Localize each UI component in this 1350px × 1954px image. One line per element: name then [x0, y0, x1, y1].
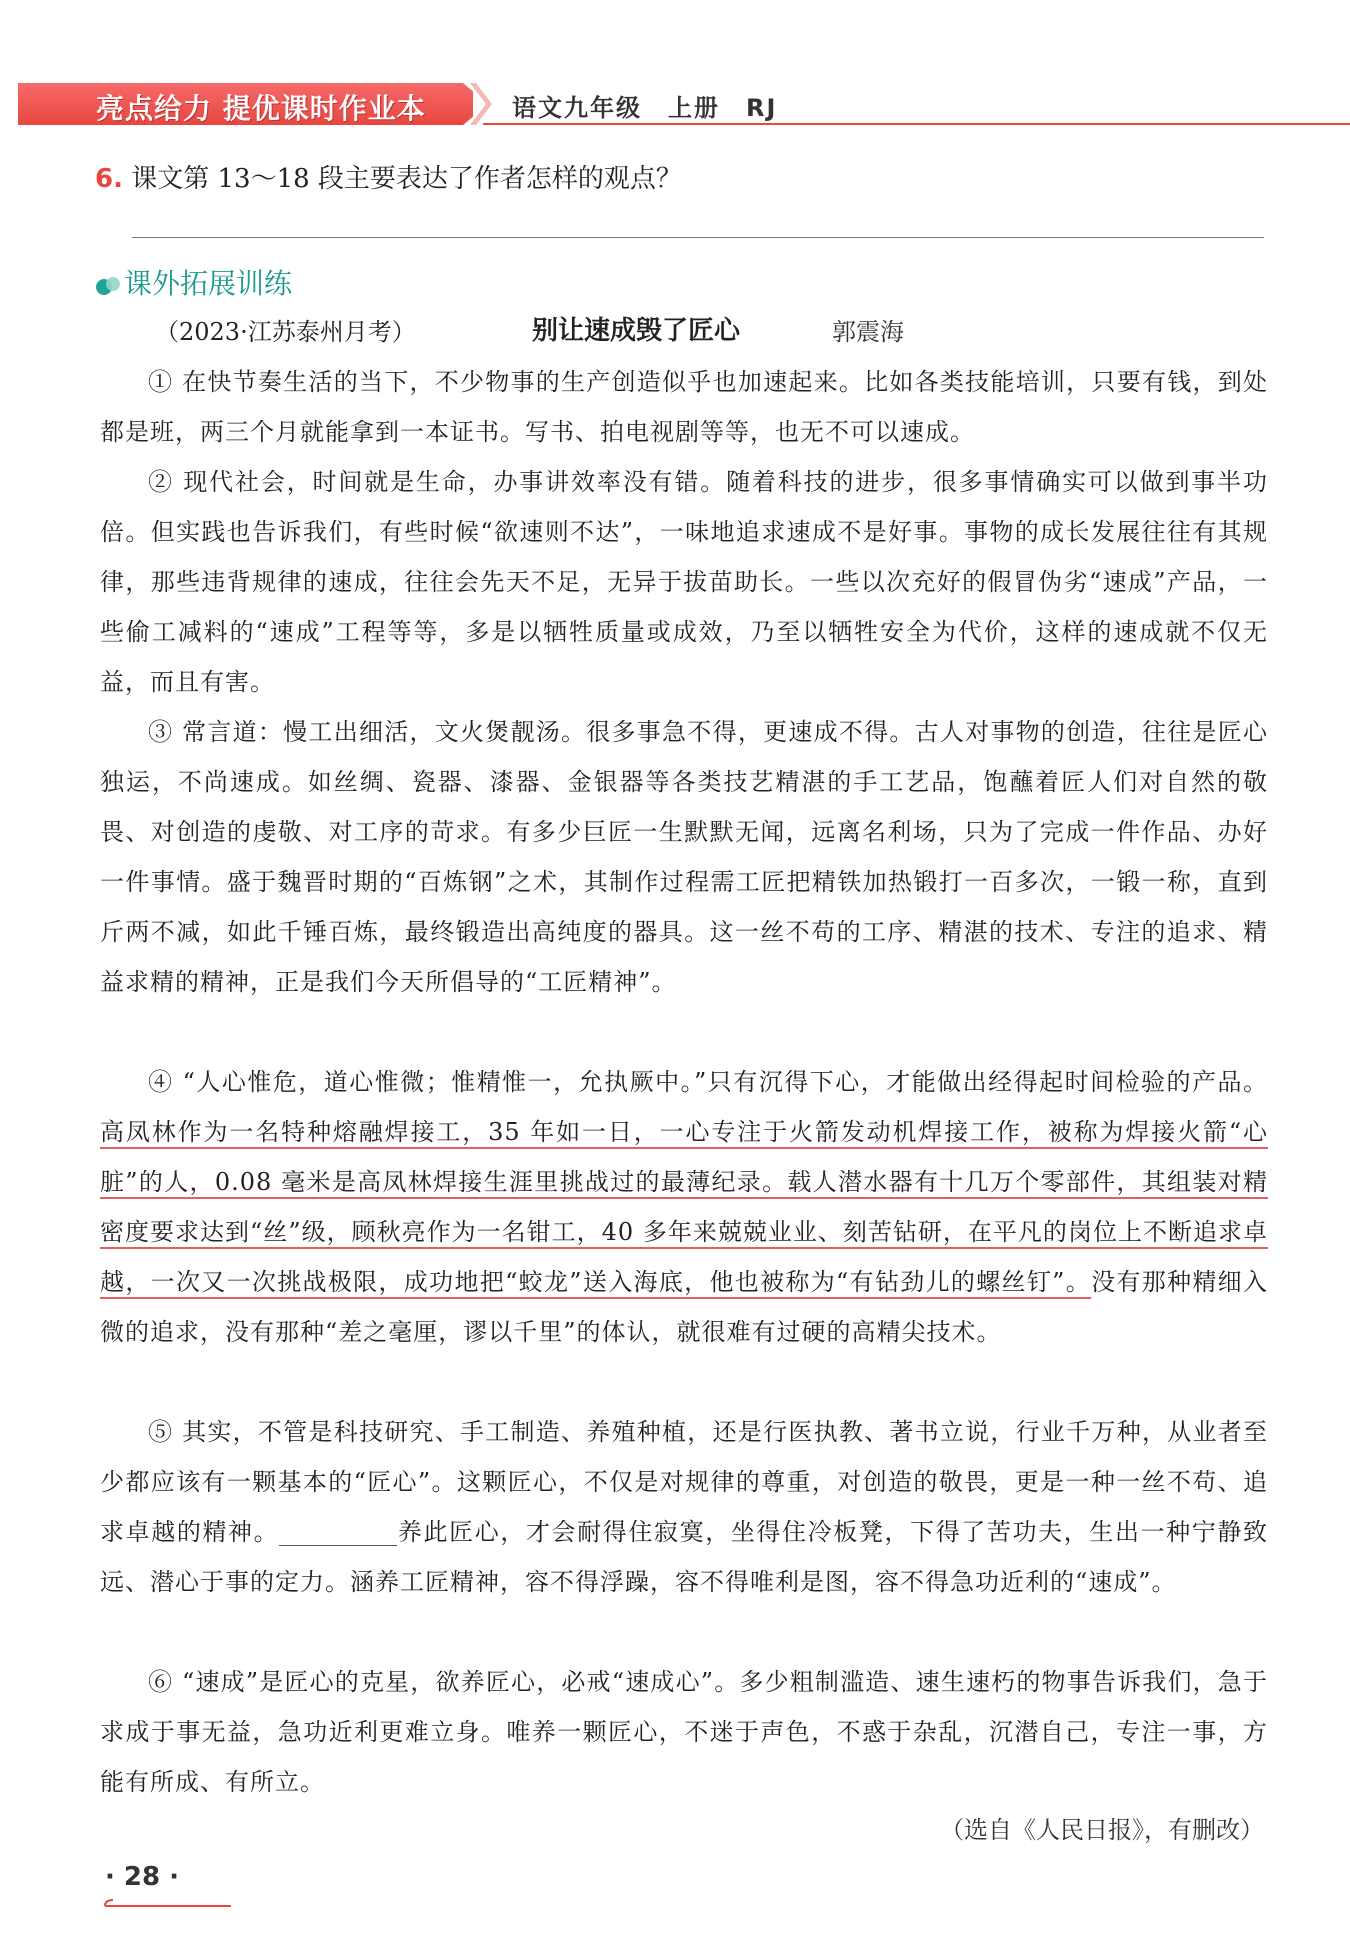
leaf-icon	[96, 275, 122, 295]
section-title-text: 课外拓展训练	[124, 267, 293, 300]
paragraph-4	[100, 1057, 1268, 1357]
article-source: （2023·江苏泰州月考）	[155, 318, 416, 346]
page-header	[18, 83, 1336, 125]
paragraph-2: ② 现代社会，时间就是生命，办事讲效率没有错。随着科技的进步，很多事情确实可以做到事半功倍。但实践也告诉我们，有些时候“欲速则不达”，一味地追求速成不是好事。事物的成长发展往往有其规律，那些违背规律的速成，往往会先天不足，无异于拔苗助长。一些以次充好的假冒伪劣“速成”产品，一些偷工减料的“速成”工程等等，多是以牺牲质量或成效，乃至以牺牲安全为代价，这样的速成就不仅无益，而且有害。	[100, 468, 1268, 696]
article-author: 郭震海	[832, 318, 904, 346]
article-title: 别让速成毁了匠心	[532, 316, 741, 346]
question-text: 课文第 13～18 段主要表达了作者怎样的观点？	[131, 164, 682, 194]
paragraph-5	[100, 1407, 1268, 1607]
paragraph-4-lead: ④ “人心惟危，道心惟微；惟精惟一，允执厥中。”只有沉得下心，才能做出经得起时间检验的产品。	[148, 1068, 1268, 1096]
page-number: · 28 ·	[105, 1862, 180, 1892]
header-rule	[483, 123, 1350, 125]
paragraph-3: ③ 常言道：慢工出细活，文火煲靓汤。很多事急不得，更速成不得。古人对事物的创造，往往是匠心独运，不尚速成。如丝绸、瓷器、漆器、金银器等各类技艺精湛的手工艺品，饱蘸着匠人们对自然的敬畏、对创造的虔敬、对工序的苛求。有多少巨匠一生默默无闻，远离名利场，只为了完成一件作品、办好一件事情。盛于魏晋时期的“百炼钢”之术，其制作过程需工匠把精铁加热锻打一百多次，一锻一称，直到斤两不减，如此千锤百炼，最终锻造出高纯度的器具。这一丝不苟的工序、精湛的技术、专注的追求、精益求精的精神，正是我们今天所倡导的“工匠精神”。	[100, 718, 1268, 996]
paragraph-5-lead: ⑤ 其实，不管是科技研究、手工制造、养殖种植，还是行医执教、著书立说，行业千万种，从业者至少都应该有一颗基本的“匠心”。这颗匠心，不仅是对规律的尊重，对创造的敬畏，更是一种一丝不苟、追求卓越的精神。	[100, 1418, 1268, 1546]
citation: （选自《人民日报》，有删改）	[940, 1816, 1264, 1844]
fill-blank[interactable]	[279, 1521, 397, 1546]
paragraph-4-tail: 没有那种精细入微的追求，没有那种“差之毫厘，谬以千里”的体认，就很难有过硬的高精尖技术。	[100, 1268, 1268, 1346]
subject-grade: 语文九年级 上册 RJ	[512, 94, 778, 122]
brand-title: 亮点给力 提优课时作业本	[96, 92, 426, 125]
answer-line	[132, 237, 1264, 238]
underlined-passage: 高凤林作为一名特种熔融焊接工，35 年如一日，一心专注于火箭发动机焊接工作，被称为焊接火箭“心脏”的人，0.08 毫米是高凤林焊接生涯里挑战过的最薄纪录。载人潜水器有十几万个零部件，其组装对精密度要求达到“丝”级，顾秋亮作为一名钳工，40 多年来兢兢业业、刻苦钻研，在平凡的岗位上不断追求卓越，一次又一次挑战极限，成功地把“蛟龙”送入海底，他也被称为“有钻劲儿的螺丝钉”。	[100, 1118, 1268, 1296]
paragraph-1: ① 在快节奏生活的当下，不少物事的生产创造似乎也加速起来。比如各类技能培训，只要有钱，到处都是班，两三个月就能拿到一本证书。写书、拍电视剧等等，也无不可以速成。	[100, 368, 1268, 446]
section-title	[96, 262, 292, 302]
question-number: 6.	[95, 164, 123, 194]
page-number-decoration	[103, 1898, 233, 1908]
header-chevron	[470, 83, 492, 125]
paragraph-5-tail: 养此匠心，才会耐得住寂寞，坐得住冷板凳，下得了苦功夫，生出一种宁静致远、潜心于事的定力。涵养工匠精神，容不得浮躁，容不得唯利是图，容不得急功近利的“速成”。	[100, 1518, 1269, 1596]
paragraph-6: ⑥ “速成”是匠心的克星，欲养匠心，必戒“速成心”。多少粗制滥造、速生速朽的物事告诉我们，急于求成于事无益，急功近利更难立身。唯养一颗匠心，不迷于声色，不惑于杂乱，沉潜自己，专注一事，方能有所成、有所立。	[100, 1668, 1268, 1796]
question-6	[95, 158, 682, 195]
